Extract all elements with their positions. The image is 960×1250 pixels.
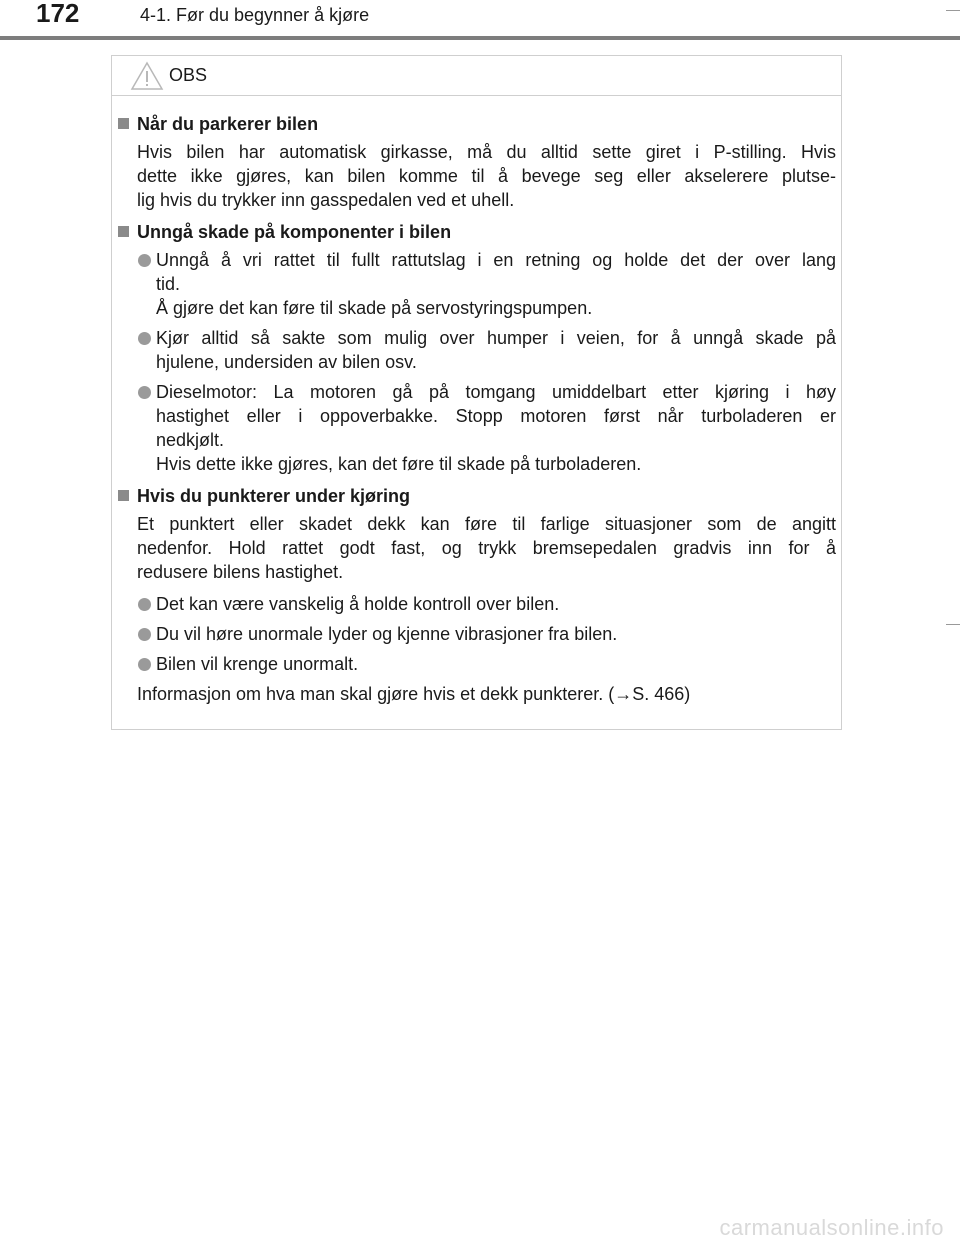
paragraph-puncture [116, 512, 836, 584]
list-item [116, 622, 836, 646]
notice-header [112, 56, 841, 96]
text-line: tid. [156, 274, 181, 294]
warning-triangle-icon [130, 61, 164, 91]
list-item [116, 248, 836, 320]
list-item [116, 652, 836, 676]
square-bullet-icon [118, 118, 129, 129]
text-line: lig hvis du trykker inn gasspedalen ved et uhell. [137, 190, 515, 210]
round-bullet-icon [138, 628, 151, 641]
reference-note [116, 682, 836, 706]
page-number: 172 [36, 0, 80, 28]
text-line: Det kan være vanskelig å holde kontroll over bilen. [156, 594, 560, 614]
section-heading-components [116, 220, 836, 244]
notice-box [111, 55, 842, 730]
heading-text: Når du parkerer bilen [137, 114, 319, 134]
heading-text: Hvis du punkterer under kjøring [137, 486, 411, 506]
square-bullet-icon [118, 490, 129, 501]
text-line: hastighet eller i oppoverbakke. Stopp motoren først når turboladeren er [156, 406, 836, 426]
text-line: Unngå å vri rattet til fullt rattutslag i en retning og holde det der over lang [156, 250, 836, 270]
round-bullet-icon [138, 254, 151, 267]
notice-body [116, 112, 836, 712]
text-line: Å gjøre det kan føre til skade på servostyringspumpen. [156, 298, 593, 318]
text-line: Kjør alltid så sakte som mulig over humper i veien, for å unngå skade på [156, 328, 836, 348]
heading-text: Unngå skade på komponenter i bilen [137, 222, 452, 242]
text-line: Hvis dette ikke gjøres, kan det føre til skade på turboladeren. [156, 454, 642, 474]
text-line: nedenfor. Hold rattet godt fast, og trykk bremsepedalen gradvis inn for å [137, 538, 836, 558]
text-line: dette ikke gjøres, kan bilen komme til å bevege seg eller akselerere plutse- [137, 166, 836, 186]
list-item [116, 592, 836, 616]
text-line: Du vil høre unormale lyder og kjenne vibrasjoner fra bilen. [156, 624, 618, 644]
paragraph-parking [116, 140, 836, 212]
text-line: redusere bilens hastighet. [137, 562, 344, 582]
section-heading-puncture [116, 484, 836, 508]
text-line: Bilen vil krenge unormalt. [156, 654, 359, 674]
text-line: Hvis bilen har automatisk girkasse, må du alltid sette giret i P-stilling. Hvis [137, 142, 836, 162]
list-item [116, 326, 836, 374]
watermark: carmanualsonline.info [719, 1215, 944, 1240]
text-line: Et punktert eller skadet dekk kan føre til farlige situasjoner som de angitt [137, 514, 836, 534]
section-heading-parking [116, 112, 836, 136]
list-item [116, 380, 836, 476]
header-rule [0, 36, 960, 40]
text-line: Informasjon om hva man skal gjøre hvis et dekk punkterer. (→S. 466) [137, 684, 691, 704]
round-bullet-icon [138, 598, 151, 611]
round-bullet-icon [138, 386, 151, 399]
text-line: nedkjølt. [156, 430, 225, 450]
round-bullet-icon [138, 658, 151, 671]
crop-mark-side [946, 624, 960, 625]
section-title: 4-1. Før du begynner å kjøre [140, 5, 370, 25]
text-line: hjulene, undersiden av bilen osv. [156, 352, 417, 372]
crop-mark-top [946, 10, 960, 11]
text-line: Dieselmotor: La motoren gå på tomgang umiddelbart etter kjøring i høy [156, 382, 836, 402]
square-bullet-icon [118, 226, 129, 237]
notice-label: OBS [169, 65, 208, 85]
round-bullet-icon [138, 332, 151, 345]
